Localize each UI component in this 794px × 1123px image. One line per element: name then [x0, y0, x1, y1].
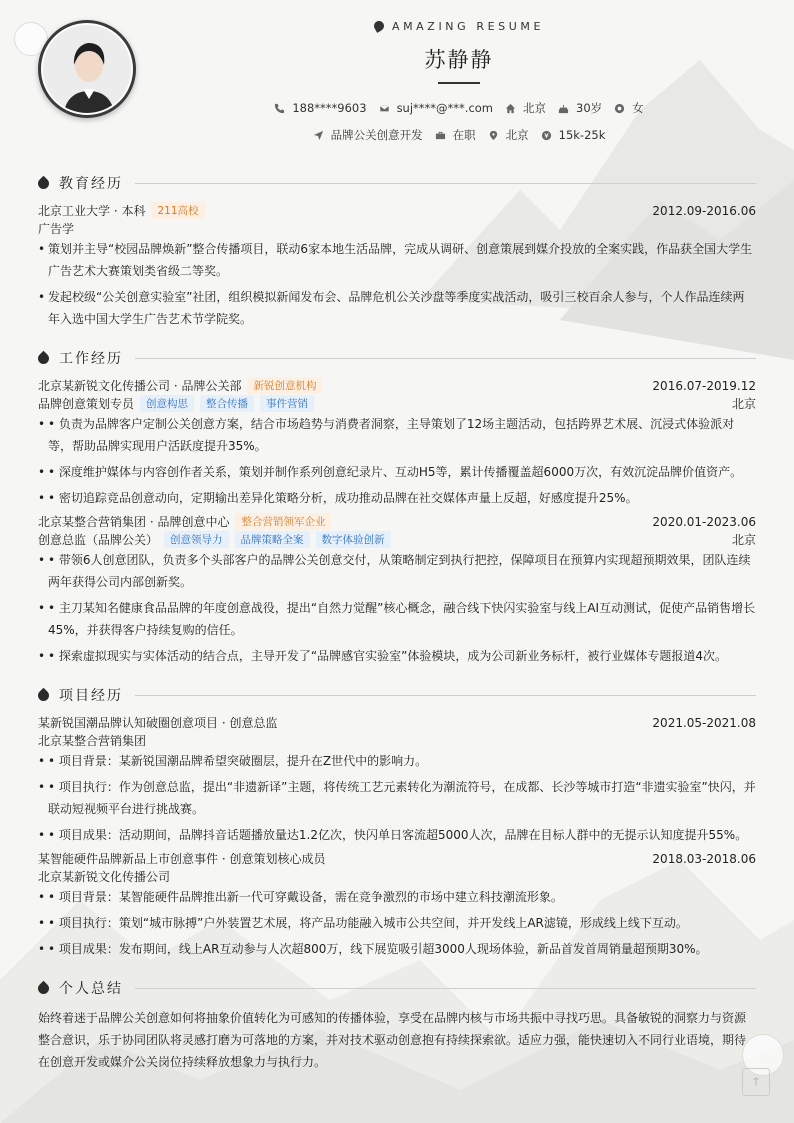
list-item: • • 密切追踪竞品创意动向，定期输出差异化策略分析，成功推动品牌在社交媒体声量上反超，好感度提升25%。	[38, 487, 756, 509]
email-text: suj****@***.com	[396, 101, 494, 115]
job-intent-row	[0, 127, 794, 143]
job-bullets	[38, 549, 756, 667]
project-header	[38, 850, 756, 867]
contact-email	[379, 100, 493, 116]
arrow-up-icon: ↑	[750, 1075, 762, 1089]
school-tag: 211高校	[151, 202, 204, 219]
section-summary	[38, 978, 756, 998]
job-tag: 整合营销领军企业	[235, 513, 331, 530]
list-item: • • 带领6人创意团队，负责多个头部客户的品牌公关创意交付，从策略制定到执行把控，保障项目在预算内实现超预期效果，团队连续两年获得公司内部创新奖。	[38, 549, 756, 593]
list-item: • • 负责为品牌客户定制公关创意方案，结合市场趋势与消费者洞察，主导策划了12场主题活动，包括跨界艺术展、沉浸式体验派对等，帮助品牌实现用户活跃度提升35%。	[38, 413, 756, 457]
intent-location	[488, 127, 529, 143]
section-rule	[135, 988, 756, 989]
back-to-top-button[interactable]	[742, 1068, 770, 1096]
education-date: 2012.09-2016.06	[652, 203, 756, 218]
project-date: 2018.03-2018.06	[652, 851, 756, 866]
list-item: • • 项目执行：策划“城市脉搏”户外装置艺术展，将产品功能融入城市公共空间，并开发线上AR滤镜，形成线上线下互动。	[38, 912, 756, 934]
section-rule	[135, 358, 756, 359]
leaf-icon	[36, 687, 52, 703]
section-projects	[38, 685, 756, 705]
name-divider	[438, 82, 480, 84]
project-org-row	[38, 732, 756, 749]
salary-text: 15k-25k	[558, 128, 606, 142]
section-title-text: 教育经历	[59, 176, 123, 192]
status-text: 在职	[452, 128, 476, 142]
list-item: • • 深度维护媒体与内容创作者关系，策划并制作系列创意纪录片、互动H5等，累计传播覆盖超6000万次，有效沉淀品牌价值资产。	[38, 461, 756, 483]
leaf-icon	[372, 19, 386, 33]
job-city: 北京	[731, 397, 756, 411]
project-name: 某新锐国潮品牌认知破圈创意项目 · 创意总监	[38, 716, 278, 730]
position-text: 品牌公关创意开发	[330, 128, 423, 142]
education-header	[38, 202, 756, 219]
section-title-text: 工作经历	[59, 351, 123, 367]
education-major: 广告学	[38, 222, 75, 236]
skill-tag: 整合传播	[200, 395, 254, 412]
list-item: • • 探索虚拟现实与实体活动的结合点，主导开发了“品牌感官实验室”体验模块，成为公司新业务标杆，被行业媒体专题报道4次。	[38, 645, 756, 667]
location-text: 北京	[505, 128, 529, 142]
contact-city	[505, 100, 546, 116]
list-item: • 策划并主导“校园品牌焕新”整合传播项目，联动6家本地生活品牌，完成从调研、创意策展到媒介投放的全案实践，作品获全国大学生广告艺术大赛策划类省级二等奖。	[38, 238, 756, 282]
contact-phone	[274, 100, 366, 116]
intent-status	[435, 127, 476, 143]
send-icon	[313, 130, 324, 141]
leaf-icon	[36, 350, 52, 366]
list-item: • • 项目执行：作为创意总监，提出“非遗新译”主题，将传统工艺元素转化为潮流符号，在成都、长沙等城市打造“非遗实验室”快闪，并联动短视频平台进行挑战赛。	[38, 776, 756, 820]
skill-tag: 事件营销	[260, 395, 314, 412]
city-text: 北京	[523, 101, 547, 115]
gender-icon	[614, 103, 625, 114]
skill-tag: 品牌策略全案	[235, 531, 310, 548]
job-company: 北京某新锐文化传播公司 · 品牌公关部	[38, 379, 242, 393]
contact-gender	[614, 100, 644, 116]
list-item: • • 主刀某知名健康食品品牌的年度创意战役，提出“自然力觉醒”核心概念，融合线下快闪实验室与线上AI互动测试，促使产品销售增长45%，并获得客户持续复购的信任。	[38, 597, 756, 641]
project-org: 北京某整合营销集团	[38, 734, 147, 748]
job-date: 2020.01-2023.06	[652, 514, 756, 529]
project-org: 北京某新锐文化传播公司	[38, 870, 171, 884]
list-item: • • 项目成果：发布期间，线上AR互动参与人次超800万，线下展览吸引超3000人现场体验，新品首发首周销量超预期30%。	[38, 938, 756, 960]
list-item: • • 项目成果：活动期间，品牌抖音话题播放量达1.2亿次，快闪单日客流超5000人次，品牌在目标人群中的无提示认知度提升55%。	[38, 824, 756, 846]
candidate-name: 苏静静	[424, 48, 494, 72]
intent-position	[313, 127, 423, 143]
skill-tag: 创意领导力	[164, 531, 229, 548]
brand-text: AMAZING RESUME	[391, 20, 545, 33]
skill-tag: 创意构思	[140, 395, 194, 412]
job-city: 北京	[731, 533, 756, 547]
summary-text: 始终着迷于品牌公关创意如何将抽象价值转化为可感知的传播体验，享受在品牌内核与市场共振中寻找巧思。具备敏锐的洞察力与资源整合意识，乐于协同团队将灵感打磨为可落地的方案，并对技术驱动创意抱有持续探索欲。适应力强，能快速切入不同行业语境，期待在创意开发或媒介公关岗位持续释放想象力与执行力。	[38, 1011, 747, 1069]
job-header	[38, 513, 756, 530]
phone-icon	[274, 103, 285, 114]
job-header	[38, 377, 756, 394]
section-work	[38, 348, 756, 368]
project-date: 2021.05-2021.08	[652, 715, 756, 730]
home-icon	[505, 103, 516, 114]
project-bullets	[38, 750, 756, 846]
job-tag: 新锐创意机构	[247, 377, 322, 394]
cake-icon	[558, 103, 569, 114]
project-bullets	[38, 886, 756, 960]
leaf-icon	[36, 980, 52, 996]
school-name: 北京工业大学 · 本科	[38, 204, 146, 218]
phone-text: 188****9603	[292, 101, 367, 115]
section-title-text: 个人总结	[59, 981, 123, 997]
list-item: • • 项目背景：某新锐国潮品牌希望突破圈层，提升在Z世代中的影响力。	[38, 750, 756, 772]
project-name: 某智能硬件品牌新品上市创意事件 · 创意策划核心成员	[38, 852, 326, 866]
age-text: 30岁	[576, 101, 603, 115]
intent-salary	[541, 127, 606, 143]
job-bullets	[38, 413, 756, 509]
job-role-row	[38, 531, 756, 548]
job-company: 北京某整合营销集团 · 品牌创意中心	[38, 515, 230, 529]
list-item: • 发起校级“公关创意实验室”社团，组织模拟新闻发布会、品牌危机公关沙盘等季度实战活动，吸引三校百余人参与，个人作品连续两年入选中国大学生广告艺术节学院奖。	[38, 286, 756, 330]
brand-header	[0, 20, 794, 33]
job-role: 品牌创意策划专员	[38, 397, 135, 411]
section-education	[38, 173, 756, 193]
contact-age	[558, 100, 602, 116]
briefcase-icon	[435, 130, 446, 141]
skill-tag: 数字体验创新	[316, 531, 391, 548]
gender-text: 女	[632, 101, 644, 115]
job-date: 2016.07-2019.12	[652, 378, 756, 393]
education-major-row	[38, 220, 756, 237]
job-role: 创意总监（品牌公关）	[38, 533, 159, 547]
section-title-text: 项目经历	[59, 688, 123, 704]
leaf-icon	[36, 175, 52, 191]
project-org-row	[38, 868, 756, 885]
job-role-row	[38, 395, 756, 412]
location-icon	[488, 130, 499, 141]
project-header	[38, 714, 756, 731]
money-icon	[541, 130, 552, 141]
list-item: • • 项目背景：某智能硬件品牌推出新一代可穿戴设备，需在竞争激烈的市场中建立科技潮流形象。	[38, 886, 756, 908]
education-bullets	[38, 238, 756, 330]
section-rule	[135, 183, 756, 184]
section-rule	[135, 695, 756, 696]
contact-row	[0, 100, 794, 116]
mail-icon	[379, 103, 390, 114]
